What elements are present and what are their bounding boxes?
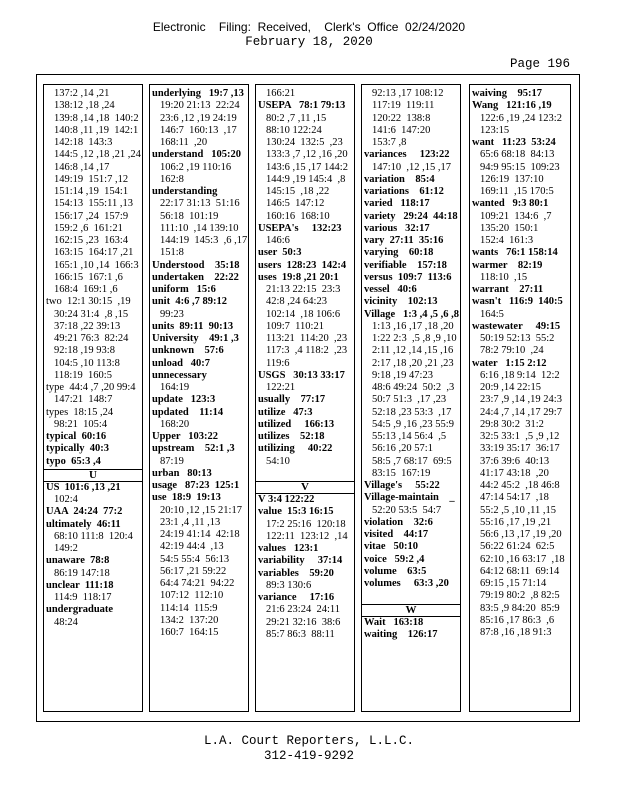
index-page-refs: 21:13 22:15 23:3 xyxy=(266,284,341,295)
index-page-refs: 130:24 132:5 ,23 xyxy=(266,137,343,148)
index-page-refs: 65:6 68:18 84:13 xyxy=(480,149,555,161)
index-term: undergraduate xyxy=(46,604,114,616)
index-page-refs: 99:23 xyxy=(160,308,184,320)
index-term: unaware 78:8 xyxy=(46,555,110,567)
index-term: unload 40:7 xyxy=(152,357,211,369)
index-page-refs: 87:19 xyxy=(160,455,184,467)
index-page-refs: 32:5 33:1 ,5 ,9 ,12 xyxy=(480,431,560,442)
index-page-refs: 92:18 ,19 93:8 xyxy=(54,345,115,357)
index-page-refs: 102:14 ,18 106:6 xyxy=(266,308,341,320)
index-page-refs: 114:14 115:9 xyxy=(160,602,218,614)
index-page-refs: 56:17 ,21 59:22 xyxy=(160,565,227,577)
index-page-refs: 2:11 ,12 ,14 ,15 ,16 xyxy=(372,345,454,357)
index-page-refs: 6:16 ,18 9:14 12:2 xyxy=(480,369,560,381)
index-page-refs: 64:4 74:21 94:22 xyxy=(160,578,235,589)
index-term: warrant 27:11 xyxy=(472,284,544,295)
index-page-refs: 56:22 61:24 62:5 xyxy=(480,541,555,553)
index-term: Village-maintain _ xyxy=(364,492,455,504)
index-page-refs: 144:9 ,19 145:4 ,8 xyxy=(266,173,346,185)
index-page-refs: 64:12 68:11 69:14 xyxy=(480,565,560,577)
index-term: value 15:3 16:15 xyxy=(258,506,334,518)
index-page-refs: 56:18 101:19 xyxy=(160,210,219,222)
index-page-refs: 117:19 119:11 xyxy=(372,100,435,112)
index-page-refs: 113:21 114:20 ,23 xyxy=(266,333,348,344)
index-term: UAA 24:24 77:2 xyxy=(46,506,123,518)
index-page-refs: 33:19 35:17 36:17 xyxy=(480,443,560,455)
index-page-refs: 145:15 ,18 ,22 xyxy=(266,186,330,197)
index-page-refs: 109:21 134:6 ,7 xyxy=(480,210,552,222)
index-page-refs: 44:2 45:2 ,18 46:8 xyxy=(480,480,560,491)
index-page-refs: 55:16 ,17 ,19 ,21 xyxy=(480,516,552,528)
index-page-refs: 159:2 ,6 161:21 xyxy=(54,222,123,234)
index-term: volumes 63:3 ,20 xyxy=(364,578,449,589)
index-term: two 12:1 30:15 ,19 xyxy=(46,296,131,308)
index-blank-line xyxy=(256,468,354,480)
index-page-refs: 62:10 ,16 63:17 ,18 xyxy=(480,553,565,565)
index-page-refs: 98:21 105:4 xyxy=(54,418,108,430)
index-page-refs: 24:19 41:14 42:18 xyxy=(160,529,240,540)
index-page-refs: 153:7 ,8 xyxy=(372,137,407,148)
index-page-refs: 146:6 xyxy=(266,235,290,246)
index-page-refs: 162:8 xyxy=(160,173,184,185)
index-page-refs: 54:5 55:4 56:13 xyxy=(160,553,230,565)
index-page-refs: 48:6 49:24 50:2 ,3 xyxy=(372,382,455,393)
index-term: utilizing 40:22 xyxy=(258,443,333,455)
index-page-refs: 137:2 ,14 ,21 xyxy=(54,88,110,99)
index-page-refs: 42:19 44:4 ,13 xyxy=(160,541,224,553)
index-term: units 89:11 90:13 xyxy=(152,320,234,332)
index-page-refs: 30:24 31:4 ,8 ,15 xyxy=(54,308,129,320)
index-term: variability 37:14 xyxy=(258,555,343,567)
index-page-refs: 143:6 ,15 ,17 144:2 xyxy=(266,161,348,173)
index-term: updated 11:14 xyxy=(152,406,224,418)
index-page-refs: 85:7 86:3 88:11 xyxy=(266,628,335,640)
index-term: unclear 111:18 xyxy=(46,579,114,591)
index-term: USGS 30:13 33:17 xyxy=(258,369,345,381)
index-page-refs: 83:15 167:19 xyxy=(372,467,431,479)
index-term: Upper 103:22 xyxy=(152,431,219,442)
index-term: USEPA's 132:23 xyxy=(258,222,342,234)
index-term: US 101:6 ,13 ,21 xyxy=(46,481,121,493)
index-term: underlying 19:7 ,13 xyxy=(152,88,244,99)
index-page-refs: 146:8 ,14 ,17 xyxy=(54,161,110,173)
index-term: variables 59:20 xyxy=(258,567,334,579)
index-term: typically 40:3 xyxy=(46,443,109,455)
index-term: unnecessary xyxy=(152,369,207,381)
index-page-refs: 52:18 ,23 53:3 ,17 xyxy=(372,406,452,418)
index-page-refs: 162:15 ,23 163:4 xyxy=(54,235,129,246)
index-page-refs: 149:2 xyxy=(54,543,78,554)
index-page-refs: 117:3 ,4 118:2 ,23 xyxy=(266,345,348,357)
index-page-refs: 78:2 79:10 ,24 xyxy=(480,345,544,357)
index-term: verifiable 157:18 xyxy=(364,259,447,271)
index-page-refs: 144:19 145:3 ,6 ,17 xyxy=(160,235,248,246)
index-term: water 1:15 2:12 xyxy=(472,357,547,369)
index-page-refs: 154:13 155:11 ,13 xyxy=(54,198,133,210)
index-page-refs: 168:11 ,20 xyxy=(160,137,208,148)
index-page-refs: 20:9 ,14 22:15 xyxy=(480,382,541,393)
index-page-refs: 17:2 25:16 120:18 xyxy=(266,518,346,530)
index-term: vicinity 102:13 xyxy=(364,296,438,308)
section-letter xyxy=(44,468,142,482)
index-page-refs: 79:19 80:2 ,8 82:5 xyxy=(480,590,560,602)
index-page-refs: 23:1 ,4 ,11 ,13 xyxy=(160,516,221,528)
index-page-refs: 55:2 ,5 ,10 ,11 ,15 xyxy=(480,504,557,516)
index-page-refs: 144:5 ,12 ,18 ,21 ,24 xyxy=(54,149,141,161)
index-page-refs: 111:10 ,14 139:10 xyxy=(160,222,239,234)
section-letter-label: V xyxy=(301,481,309,493)
index-term: want 11:23 53:24 xyxy=(472,137,556,148)
index-page-refs: 156:17 ,24 157:9 xyxy=(54,210,129,222)
reporter-name: L.A. Court Reporters, L.L.C. xyxy=(203,734,415,748)
section-letter-label: W xyxy=(405,603,417,616)
index-term: waiving 95:17 xyxy=(472,88,543,99)
index-term: wastewater 49:15 xyxy=(472,320,561,332)
index-term: various 32:17 xyxy=(364,222,430,234)
index-page-refs: 141:6 147:20 xyxy=(372,124,431,136)
index-term: types 18:15 ,24 xyxy=(46,406,114,418)
index-term: variance 17:16 xyxy=(258,592,335,603)
index-page-refs: 19:20 21:13 22:24 xyxy=(160,100,240,112)
index-page-refs: 133:3 ,7 ,12 ,16 ,20 xyxy=(266,149,348,161)
index-term: variety 29:24 44:18 xyxy=(364,210,458,222)
index-page-refs: 164:19 xyxy=(160,382,190,393)
index-page-refs: 139:8 ,14 ,18 140:2 xyxy=(54,112,139,124)
index-term: use 18:9 19:13 xyxy=(152,492,221,504)
index-term: typical 60:16 xyxy=(46,431,107,442)
filing-date: February 18, 2020 xyxy=(245,35,373,49)
index-term: unknown 57:6 xyxy=(152,345,224,357)
index-column-2 xyxy=(149,84,249,712)
index-page-refs: 48:24 xyxy=(54,616,78,628)
index-page-refs: 123:15 xyxy=(480,124,510,136)
index-page-refs: 80:2 ,7 ,11 ,15 xyxy=(266,112,327,124)
index-page-refs: 107:12 112:10 xyxy=(160,590,224,602)
index-term: varied 118:17 xyxy=(364,198,430,210)
index-page-refs: 50:7 51:3 ,17 ,23 xyxy=(372,394,447,406)
index-page-refs: 140:8 ,11 ,19 142:1 xyxy=(54,124,139,136)
index-term: urban 80:13 xyxy=(152,467,212,479)
index-page-refs: 106:2 ,19 110:16 xyxy=(160,161,232,173)
index-term: vessel 40:6 xyxy=(364,284,417,295)
index-page-refs: 146:7 160:13 ,17 xyxy=(160,124,237,136)
index-page-refs: 23:7 ,9 ,14 ,19 24:3 xyxy=(480,394,562,406)
index-term: Village 1:3 ,4 ,5 ,6 ,8 xyxy=(364,308,459,320)
index-term: V 3:4 122:22 xyxy=(258,494,315,505)
index-page-refs: 118:19 160:5 xyxy=(54,369,112,381)
section-letter xyxy=(256,480,354,494)
index-term: typo 65:3 ,4 xyxy=(46,455,101,467)
index-page-refs: 147:10 ,12 ,15 ,17 xyxy=(372,161,452,173)
index-page-refs: 2:17 ,18 ,20 ,21 ,23 xyxy=(372,357,454,369)
index-term: utilize 47:3 xyxy=(258,406,313,418)
index-page-refs: 151:14 ,19 154:1 xyxy=(54,186,129,197)
index-term: variation 85:4 xyxy=(364,173,435,185)
index-term: vitae 50:10 xyxy=(364,541,418,553)
index-page-refs: 102:4 xyxy=(54,494,78,505)
index-page-refs: 160:7 164:15 xyxy=(160,627,219,638)
index-page-refs: 147:21 148:7 xyxy=(54,394,113,406)
index-page-refs: 169:11 ,15 170:5 xyxy=(480,186,554,197)
index-term: wanted 9:3 80:1 xyxy=(472,198,549,210)
index-term: volume 63:5 xyxy=(364,565,427,577)
index-term: varying 60:18 xyxy=(364,247,434,259)
index-page-refs: 152:4 161:3 xyxy=(480,235,534,246)
index-page-refs: 41:17 43:18 ,20 xyxy=(480,467,549,479)
index-term: variances 123:22 xyxy=(364,149,450,161)
index-page-refs: 122:21 xyxy=(266,382,296,393)
index-page-refs: 160:16 168:10 xyxy=(266,210,330,222)
index-page-refs: 83:5 ,9 84:20 85:9 xyxy=(480,602,560,614)
index-column-4 xyxy=(361,84,461,712)
index-term: user 50:3 xyxy=(258,247,302,259)
reporter-phone: 312-419-9292 xyxy=(263,749,354,763)
index-page-refs: 142:18 143:3 xyxy=(54,137,113,148)
index-term: usage 87:23 125:1 xyxy=(152,480,240,491)
index-page-refs: 37:18 ,22 39:13 xyxy=(54,320,121,332)
index-page-refs: 151:8 xyxy=(160,247,184,259)
index-term: versus 109:7 113:6 xyxy=(364,271,452,283)
index-page-refs: 114:9 118:17 xyxy=(54,592,112,603)
index-page-refs: 168:4 169:1 ,6 xyxy=(54,284,118,295)
index-page-refs: 55:13 ,14 56:4 ,5 xyxy=(372,431,447,442)
index-term: wasn't 116:9 140:5 xyxy=(472,296,563,308)
index-term: University 49:1 ,3 xyxy=(152,333,239,344)
index-column-5 xyxy=(469,84,571,712)
index-page-refs: 168:20 xyxy=(160,418,190,430)
index-page-refs: 89:3 130:6 xyxy=(266,579,312,591)
index-page-refs: 88:10 122:24 xyxy=(266,124,322,136)
index-term: Understood 35:18 xyxy=(152,259,240,271)
index-term: variations 61:12 xyxy=(364,186,444,197)
index-page-refs: 126:19 137:10 xyxy=(480,173,544,185)
index-term: utilizes 52:18 xyxy=(258,431,325,442)
index-term: Wang 121:16 ,19 xyxy=(472,100,552,112)
index-term: usually 77:17 xyxy=(258,394,326,406)
index-term: vary 27:11 35:16 xyxy=(364,235,444,246)
index-page-refs: 50:19 52:13 55:2 xyxy=(480,333,555,344)
index-page-refs: 68:10 111:8 120:4 xyxy=(54,530,133,542)
index-page-refs: 1:13 ,16 ,17 ,18 ,20 xyxy=(372,320,454,332)
index-term: undertaken 22:22 xyxy=(152,271,239,283)
index-page-refs: 134:2 137:20 xyxy=(160,614,219,626)
section-letter-label: U xyxy=(89,468,97,481)
index-term: voice 59:2 ,4 xyxy=(364,553,425,565)
index-term: Village's 55:22 xyxy=(364,480,440,491)
index-page-refs: 49:21 76:3 82:24 xyxy=(54,333,129,344)
index-page-refs: 24:4 ,7 ,14 ,17 29:7 xyxy=(480,406,562,418)
index-page-refs: 1:22 2:3 ,5 ,8 ,9 ,10 xyxy=(372,333,457,344)
index-page-refs: 29:8 30:2 31:2 xyxy=(480,418,544,430)
index-term: ultimately 46:11 xyxy=(46,518,121,530)
index-term: USEPA 78:1 79:13 xyxy=(258,100,346,112)
index-page-refs: 37:6 39:6 40:13 xyxy=(480,455,550,467)
index-page-refs: 85:16 ,17 86:3 ,6 xyxy=(480,614,555,626)
index-term: understand 105:20 xyxy=(152,149,241,161)
index-page-refs: 166:15 167:1 ,6 xyxy=(54,271,123,283)
index-term: upstream 52:1 ,3 xyxy=(152,443,235,455)
index-page-refs: 122:11 123:12 ,14 xyxy=(266,530,348,542)
index-page-refs: 149:19 151:7 ,12 xyxy=(54,173,129,185)
index-page-refs: 52:20 53:5 54:7 xyxy=(372,504,442,516)
index-term: waiting 126:17 xyxy=(364,628,438,640)
index-page-refs: 54:5 ,9 ,16 ,23 55:9 xyxy=(372,418,454,430)
index-page-refs: 86:19 147:18 xyxy=(54,567,110,579)
index-page-refs: 109:7 110:21 xyxy=(266,320,324,332)
index-term: values 123:1 xyxy=(258,543,319,554)
index-term: warmer 82:19 xyxy=(472,259,543,271)
index-page-refs: 164:5 xyxy=(480,308,504,320)
index-term: update 123:3 xyxy=(152,394,216,406)
index-page-refs: 122:6 ,19 ,24 123:2 xyxy=(480,112,562,124)
filing-stamp-line: Electronic Filing: Received, Clerk's Office 02/24/2020 xyxy=(152,20,466,34)
index-page-refs: 87:8 ,16 ,18 91:3 xyxy=(480,627,552,638)
index-term: unit 4:6 ,7 89:12 xyxy=(152,296,227,308)
index-term: uniform 15:6 xyxy=(152,284,216,295)
index-column-1 xyxy=(43,84,143,712)
index-page-refs: 54:10 xyxy=(266,455,290,467)
index-page-refs: 56:6 ,13 ,17 ,19 ,20 xyxy=(480,529,562,540)
index-page-refs: 118:10 ,15 xyxy=(480,271,528,283)
index-term: users 128:23 142:4 xyxy=(258,259,347,271)
index-page-refs: 69:15 ,15 71:14 xyxy=(480,578,547,589)
index-term: violation 32:6 xyxy=(364,516,433,528)
index-page-refs: 29:21 32:16 38:6 xyxy=(266,616,341,628)
index-term: type 44:4 ,7 ,20 99:4 xyxy=(46,382,136,393)
index-term: utilized 166:13 xyxy=(258,418,335,430)
index-page-refs: 163:15 164:17 ,21 xyxy=(54,247,134,259)
index-term: uses 19:8 ,21 20:1 xyxy=(258,271,339,283)
index-page-refs: 42:8 ,24 64:23 xyxy=(266,296,327,308)
index-page-refs: 166:21 xyxy=(266,88,296,99)
page-number: Page 196 xyxy=(510,57,571,71)
index-page-refs: 21:6 23:24 24:11 xyxy=(266,604,340,616)
index-page-refs: 135:20 150:1 xyxy=(480,222,539,234)
section-letter xyxy=(362,603,460,617)
index-page-refs: 120:22 138:8 xyxy=(372,112,431,124)
index-page-refs: 56:16 ,20 57:1 xyxy=(372,443,433,455)
index-page-refs: 165:1 ,10 ,14 166:3 xyxy=(54,259,139,271)
index-term: Wait 163:18 xyxy=(364,616,424,628)
index-term: wants 76:1 158:14 xyxy=(472,247,558,259)
index-page-refs: 20:10 ,12 ,15 21:17 xyxy=(160,504,242,516)
index-page-refs: 22:17 31:13 51:16 xyxy=(160,198,240,210)
index-page-refs: 94:9 95:15 109:23 xyxy=(480,161,560,173)
index-term: visited 44:17 xyxy=(364,529,429,540)
index-blank-line xyxy=(362,590,460,602)
index-page-refs: 119:6 xyxy=(266,357,290,369)
index-page-refs: 9:18 ,19 47:23 xyxy=(372,369,433,381)
index-page-refs: 146:5 147:12 xyxy=(266,198,325,210)
index-page-refs: 92:13 ,17 108:12 xyxy=(372,88,444,99)
index-term: understanding xyxy=(152,186,218,197)
index-page-refs: 104:5 ,10 113:8 xyxy=(54,357,120,369)
index-page-refs: 138:12 ,18 ,24 xyxy=(54,100,115,112)
index-page-refs: 47:14 54:17 ,18 xyxy=(480,492,549,504)
index-page-refs: 58:5 ,7 68:17 69:5 xyxy=(372,455,452,467)
index-page-refs: 23:6 ,12 ,19 24:19 xyxy=(160,112,237,124)
index-column-3 xyxy=(255,84,355,712)
